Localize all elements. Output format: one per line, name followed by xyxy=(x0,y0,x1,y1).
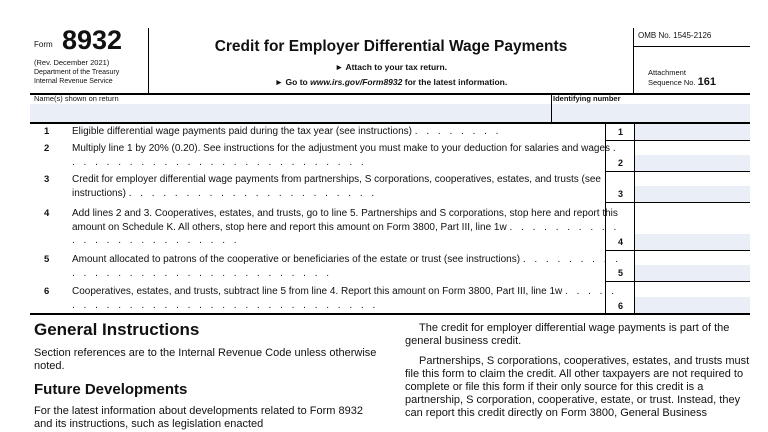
line-number: 6 xyxy=(44,286,50,297)
form-number: 8932 xyxy=(62,25,123,55)
line-description xyxy=(72,207,627,248)
line-text: Multiply line 1 by 20% (0.20). See instructions for the adjustment you must make to your deduction for salaries and wages xyxy=(72,143,611,154)
line-1-amount-input[interactable] xyxy=(635,124,750,140)
leader-dots: . . . . . . . . . . . . . . . . . . . . . . . . . xyxy=(72,221,620,247)
header-divider-left xyxy=(148,28,149,93)
form-label: Form xyxy=(34,40,53,49)
box-number: 4 xyxy=(617,237,623,247)
attach-instruction: ► Attach to your tax return. xyxy=(335,62,447,72)
goto-prefix: ► Go to xyxy=(274,77,311,87)
attachment-label: Attachment xyxy=(648,68,686,77)
line-number: 1 xyxy=(44,126,50,137)
line-description xyxy=(72,125,627,139)
box-number: 5 xyxy=(617,268,623,278)
omb-divider xyxy=(634,46,750,47)
line-number: 4 xyxy=(44,208,50,219)
form-title: Credit for Employer Differential Wage Payments xyxy=(214,38,568,55)
goto-link[interactable]: www.irs.gov/Form8932 xyxy=(310,77,403,87)
department-name: Department of the Treasury xyxy=(34,69,120,76)
line-text: Add lines 2 and 3. Cooperatives, estates, and trusts, go to line 5. Partnerships and S corporations, stop here and report this amount on Schedule K. All others, stop here and report this amount on Form 3800, Part III, line 1w xyxy=(72,208,618,233)
line-6-amount-input[interactable] xyxy=(635,297,750,313)
who-must-file-text: Partnerships, S corporations, cooperatives, estates, and trusts must file this form to claim the credit. All other taxpayers are not required to complete or file this form if their only source for this credit is a partnership, S corporation, cooperative, estate, or trust. Instead, they can report this credit directly on Form 3800, General Business xyxy=(405,355,750,419)
line-description xyxy=(72,142,627,169)
box-number: 2 xyxy=(617,158,623,168)
goto-suffix: for the latest information. xyxy=(402,77,508,87)
credit-description-text: The credit for employer differential wage payments is part of the general business credit. xyxy=(405,322,730,347)
box-number: 3 xyxy=(617,189,623,199)
leader-dots: . . . . . . . . . . . . . . . . . . . . . . . . . . . . . . . . xyxy=(72,286,618,311)
line-number: 2 xyxy=(44,143,50,154)
sequence-label: Sequence No. xyxy=(648,77,696,87)
sequence-number: 161 xyxy=(697,75,716,88)
department-label xyxy=(34,69,119,86)
line-number: 5 xyxy=(44,254,50,265)
line-text: Amount allocated to patrons of the cooperative or beneficiaries of the estate or trust (see instructions) xyxy=(72,254,521,265)
line-2-amount-input[interactable] xyxy=(635,155,750,171)
line-text: Eligible differential wage payments paid during the tax year (see instructions) xyxy=(72,126,412,137)
form-bottom-rule xyxy=(30,313,750,315)
leader-dots: . . . . . . . . . . . . . . . . . . . . . . . . . . . . . . . . xyxy=(72,254,622,279)
line-4-amount-input[interactable] xyxy=(635,234,750,250)
general-instructions-heading: General Instructions xyxy=(34,320,200,339)
name-input[interactable] xyxy=(30,104,551,122)
line-description xyxy=(72,173,627,200)
line-text: Cooperatives, estates, and trusts, subtract line 5 from line 4. Report this amount on Form 3800, Part III, line 1w xyxy=(72,286,563,297)
header-divider-right xyxy=(633,28,634,93)
leader-dots: . . . . . . . . xyxy=(414,126,502,137)
line-5-amount-input[interactable] xyxy=(635,265,750,281)
identifying-number-label: Identifying number xyxy=(553,94,621,103)
line-text: Credit for employer differential wage payments from partnerships, S corporations, cooperatives, estates, and trusts (see instructions) xyxy=(72,174,601,199)
omb-number: OMB No. 1545-2126 xyxy=(638,31,712,40)
attachment-sequence xyxy=(648,69,716,87)
identifying-number-input[interactable] xyxy=(552,104,750,122)
general-instructions-text: Section references are to the Internal Revenue Code unless otherwise noted. xyxy=(34,347,377,372)
box-number: 6 xyxy=(617,301,623,311)
leader-dots: . . . . . . . . . . . . . . . . . . . . . . xyxy=(128,187,378,199)
line-3-amount-input[interactable] xyxy=(635,186,750,202)
line-description xyxy=(72,253,627,280)
future-developments-heading: Future Developments xyxy=(34,381,188,398)
revision-date: (Rev. December 2021) xyxy=(34,58,110,67)
header-bottom-rule xyxy=(30,93,750,95)
box-number: 1 xyxy=(617,127,623,137)
future-developments-text: For the latest information about developments related to Form 8932 and its instructions, such as legislation enacted xyxy=(34,405,363,430)
service-name: Internal Revenue Service xyxy=(34,77,113,85)
name-label: Name(s) shown on return xyxy=(34,94,119,103)
leader-dots: . . . . . . . . . . . . . . . . . . . . . . . . . . . xyxy=(72,143,619,168)
line-description xyxy=(72,285,627,312)
goto-instruction xyxy=(150,77,632,87)
line-number: 3 xyxy=(44,174,50,185)
